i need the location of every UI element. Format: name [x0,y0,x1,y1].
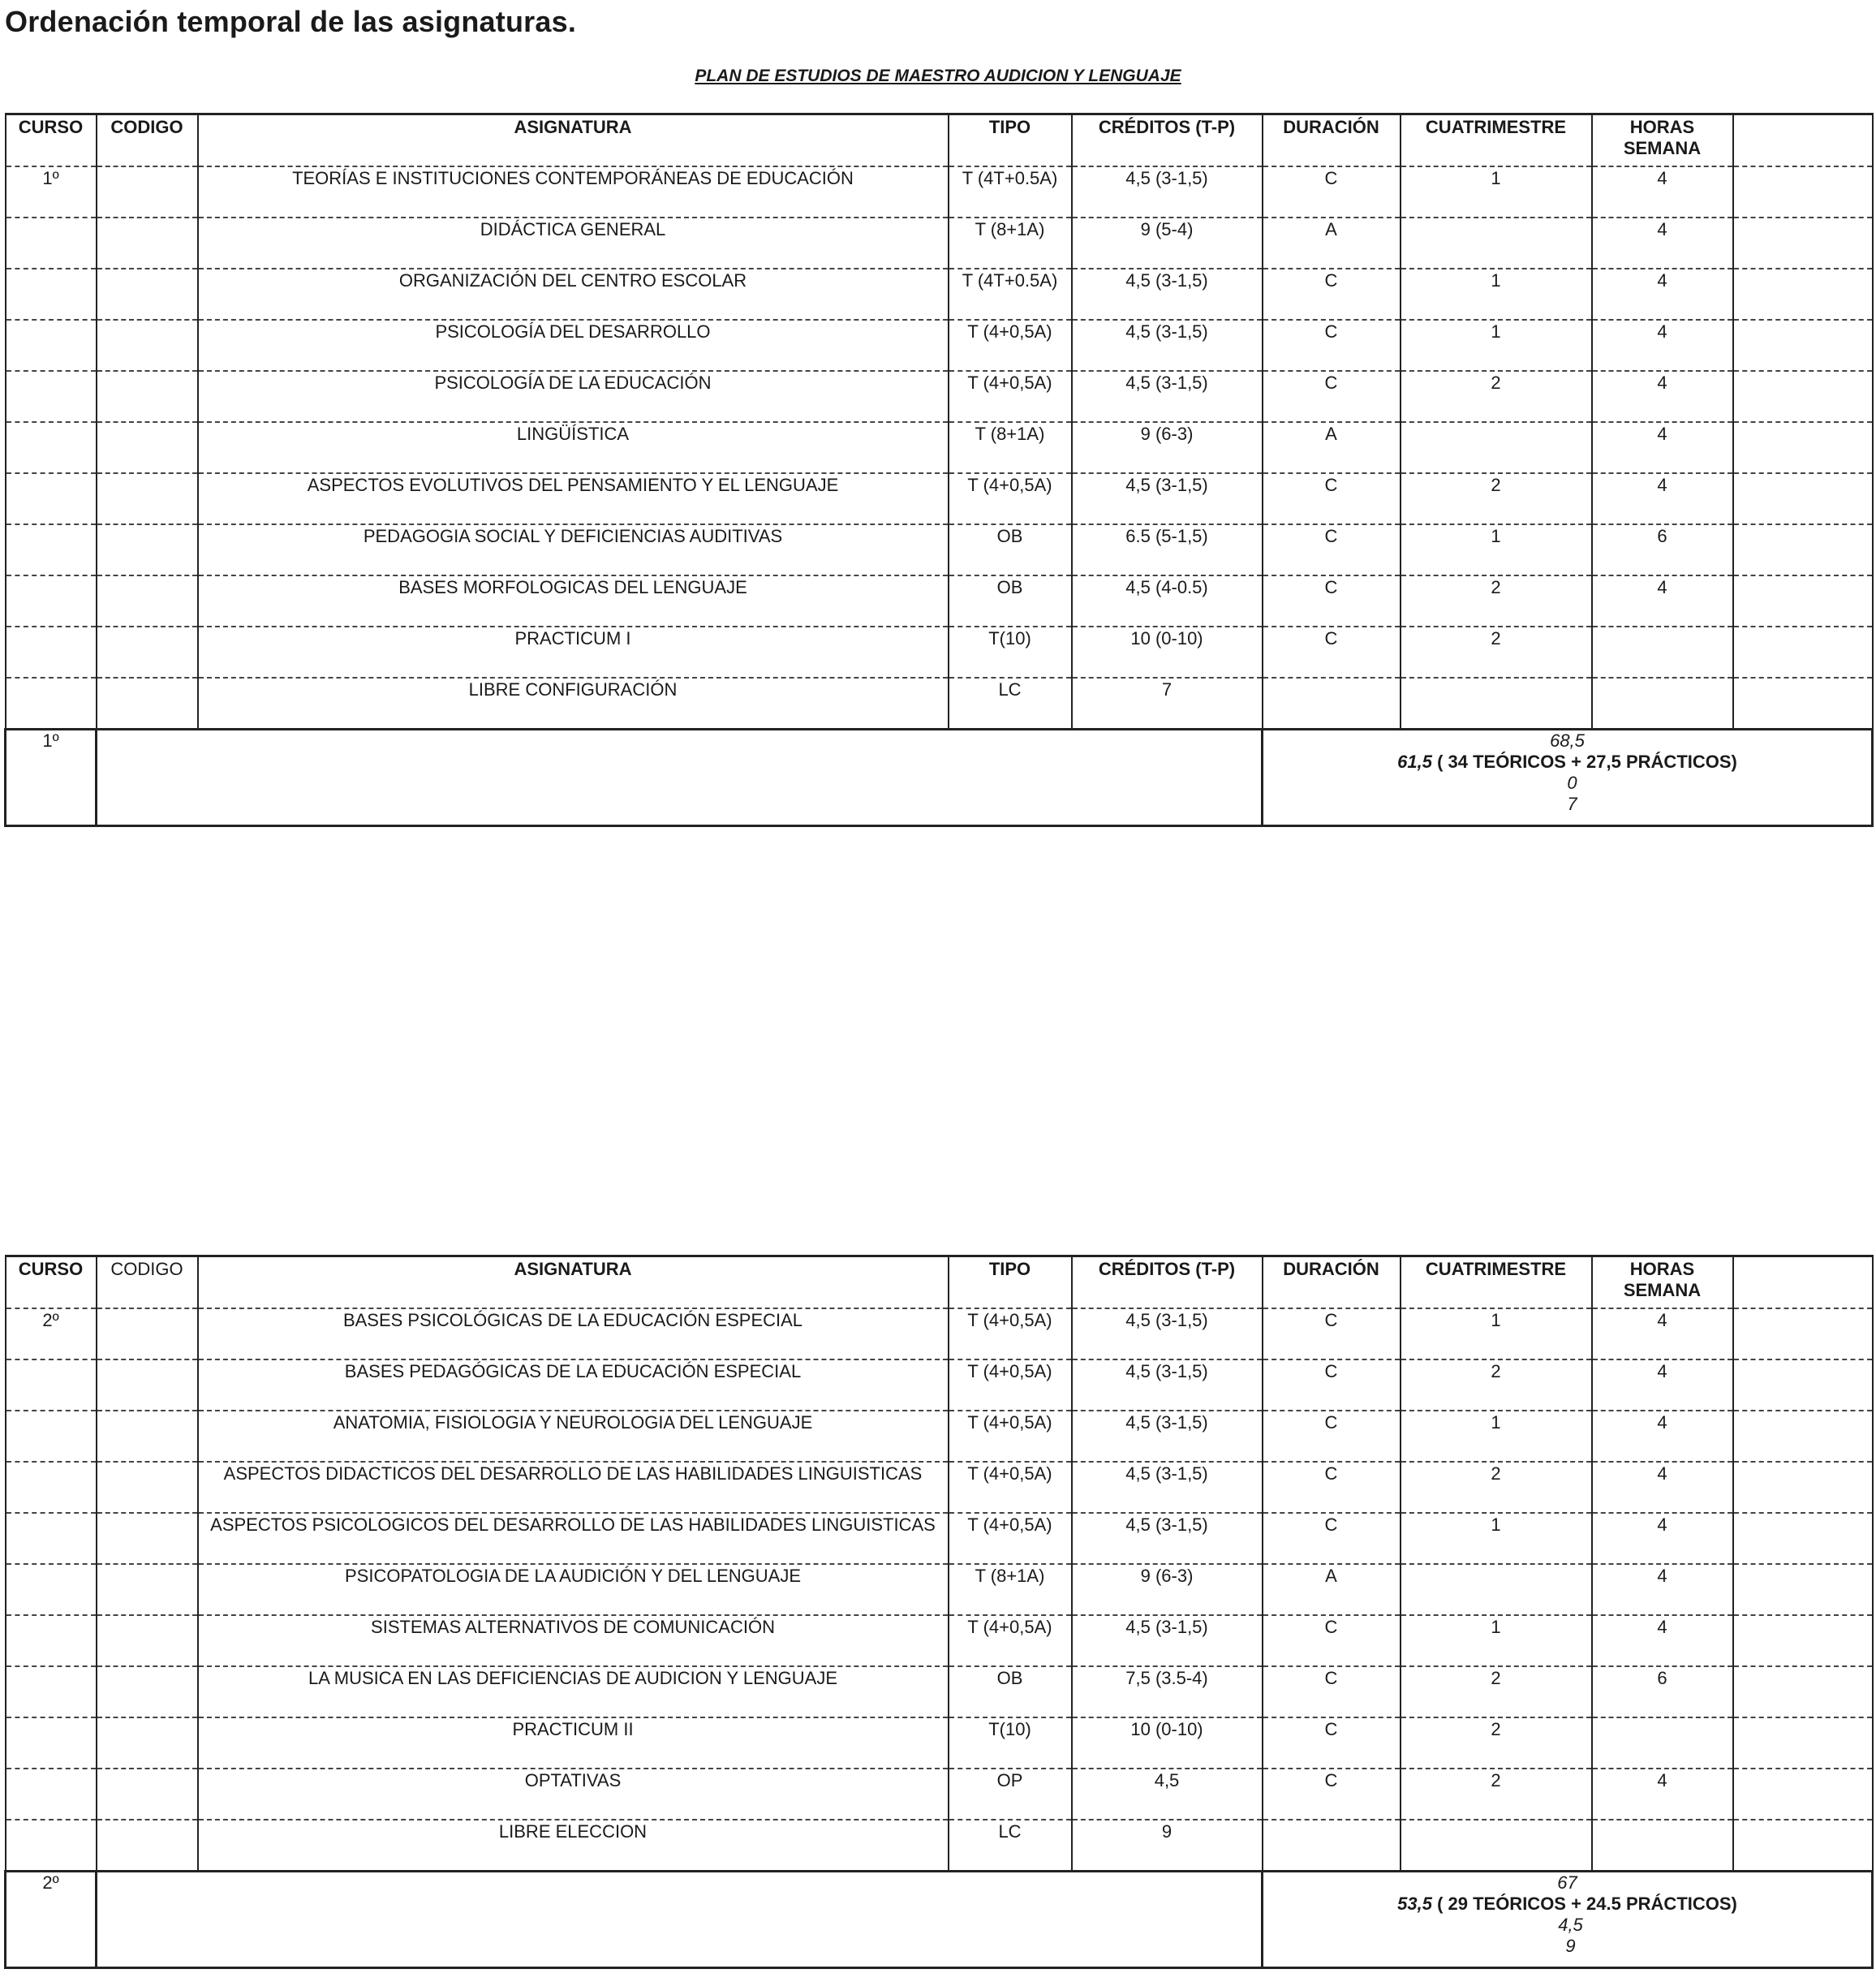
asignatura-cell: LINGÜÍSTICA [198,422,949,473]
header-row [6,1256,1873,1309]
tipo-cell: T (4T+0.5A) [949,269,1072,320]
codigo-cell [97,1769,198,1820]
codigo-cell [97,678,198,730]
creditos-cell: 4,5 [1072,1769,1263,1820]
col-curso: CURSO [6,114,97,167]
table-row [6,269,1873,320]
codigo-cell [97,1717,198,1769]
tipo-cell: T (4+0,5A) [949,473,1072,524]
col-extra [1733,114,1873,167]
col-creditos: CRÉDITOS (T-P) [1072,1256,1263,1309]
curso-cell [6,1564,97,1615]
asignatura-cell: ASPECTOS DIDACTICOS DEL DESARROLLO DE LAS HABILIDADES LINGUISTICAS [198,1462,949,1513]
table-row [6,627,1873,678]
asignatura-cell: OPTATIVAS [198,1769,949,1820]
tipo-cell: OB [949,524,1072,575]
total-line-3: 4,5 [1558,1915,1583,1935]
extra-cell [1733,371,1873,422]
extra-cell [1733,678,1873,730]
duracion-cell: C [1263,1359,1401,1411]
asignatura-cell: BASES PEDAGÓGICAS DE LA EDUCACIÓN ESPECIAL [198,1359,949,1411]
col-horas: HORAS SEMANA [1592,1256,1733,1309]
curso-cell [6,218,97,269]
total-curso: 2º [6,1872,97,1968]
curso-cell [6,1615,97,1666]
codigo-cell [97,1666,198,1717]
course-2-table [4,1255,1874,1969]
duracion-cell: C [1263,575,1401,627]
horas-cell: 4 [1592,218,1733,269]
course-2-rows [6,1308,1873,1872]
codigo-cell [97,524,198,575]
codigo-cell [97,269,198,320]
cuatrimestre-cell: 2 [1401,473,1592,524]
asignatura-cell: ORGANIZACIÓN DEL CENTRO ESCOLAR [198,269,949,320]
tipo-cell: T (4+0,5A) [949,320,1072,371]
codigo-cell [97,422,198,473]
table-row [6,218,1873,269]
duracion-cell: C [1263,524,1401,575]
creditos-cell: 4,5 (3-1,5) [1072,269,1263,320]
tipo-cell: OP [949,1769,1072,1820]
horas-cell [1592,1820,1733,1872]
curso-cell [6,269,97,320]
tipo-cell: T(10) [949,1717,1072,1769]
codigo-cell [97,627,198,678]
extra-cell [1733,218,1873,269]
codigo-cell [97,575,198,627]
horas-cell: 6 [1592,524,1733,575]
codigo-cell [97,1820,198,1872]
extra-cell [1733,1666,1873,1717]
cuatrimestre-cell: 1 [1401,320,1592,371]
codigo-cell [97,218,198,269]
cuatrimestre-cell [1401,1820,1592,1872]
tipo-cell: T(10) [949,627,1072,678]
course-2-totals [1263,1872,1873,1968]
tipo-cell: OB [949,1666,1072,1717]
duracion-cell: A [1263,218,1401,269]
horas-cell [1592,627,1733,678]
tipo-cell: T (4+0,5A) [949,371,1072,422]
curso-cell [6,371,97,422]
cuatrimestre-cell: 2 [1401,627,1592,678]
extra-cell [1733,627,1873,678]
asignatura-cell: BASES MORFOLOGICAS DEL LENGUAJE [198,575,949,627]
curso-cell [6,1769,97,1820]
cuatrimestre-cell: 1 [1401,1615,1592,1666]
asignatura-cell: LA MUSICA EN LAS DEFICIENCIAS DE AUDICION Y LENGUAJE [198,1666,949,1717]
total-curso: 1º [6,730,97,826]
col-cuatrimestre: CUATRIMESTRE [1401,114,1592,167]
creditos-cell: 9 (6-3) [1072,1564,1263,1615]
cuatrimestre-cell [1401,1564,1592,1615]
tipo-cell: LC [949,1820,1072,1872]
asignatura-cell: ASPECTOS EVOLUTIVOS DEL PENSAMIENTO Y EL LENGUAJE [198,473,949,524]
codigo-cell [97,1308,198,1359]
creditos-cell: 4,5 (3-1,5) [1072,1411,1263,1462]
total-spacer [97,1872,1263,1968]
horas-cell: 4 [1592,166,1733,218]
creditos-cell: 4,5 (3-1,5) [1072,1359,1263,1411]
extra-cell [1733,320,1873,371]
creditos-cell: 9 (5-4) [1072,218,1263,269]
col-asignatura: ASIGNATURA [198,114,949,167]
creditos-cell: 4,5 (3-1,5) [1072,1308,1263,1359]
table-row [6,1411,1873,1462]
horas-cell: 4 [1592,1513,1733,1564]
cuatrimestre-cell: 1 [1401,269,1592,320]
total-line-2-detail: ( 34 TEÓRICOS + 27,5 PRÁCTICOS) [1437,752,1737,772]
table-row [6,1513,1873,1564]
extra-cell [1733,1717,1873,1769]
total-line-2-detail: ( 29 TEÓRICOS + 24.5 PRÁCTICOS) [1437,1894,1737,1914]
tipo-cell: OB [949,575,1072,627]
total-line-2 [1263,752,1871,773]
extra-cell [1733,1820,1873,1872]
duracion-cell: C [1263,473,1401,524]
extra-cell [1733,1359,1873,1411]
asignatura-cell: PRACTICUM II [198,1717,949,1769]
extra-cell [1733,1513,1873,1564]
curso-cell [6,1717,97,1769]
curso-cell [6,320,97,371]
horas-cell: 4 [1592,1769,1733,1820]
tipo-cell: T (4+0,5A) [949,1308,1072,1359]
table-row [6,422,1873,473]
tipo-cell: T (4+0,5A) [949,1615,1072,1666]
duracion-cell: C [1263,269,1401,320]
codigo-cell [97,1513,198,1564]
duracion-cell [1263,1820,1401,1872]
asignatura-cell: PEDAGOGIA SOCIAL Y DEFICIENCIAS AUDITIVAS [198,524,949,575]
course-1-table [4,113,1874,827]
total-line-2-value: 61,5 [1397,752,1432,772]
table-row [6,1564,1873,1615]
horas-cell: 4 [1592,269,1733,320]
curso-cell [6,1411,97,1462]
horas-cell: 4 [1592,371,1733,422]
col-cuatrimestre: CUATRIMESTRE [1401,1256,1592,1309]
asignatura-cell: BASES PSICOLÓGICAS DE LA EDUCACIÓN ESPECIAL [198,1308,949,1359]
horas-cell [1592,1717,1733,1769]
cuatrimestre-cell [1401,678,1592,730]
table-row [6,1308,1873,1359]
asignatura-cell: PSICOPATOLOGIA DE LA AUDICIÓN Y DEL LENGUAJE [198,1564,949,1615]
creditos-cell: 7,5 (3.5-4) [1072,1666,1263,1717]
total-line-4: 7 [1567,794,1577,814]
horas-cell: 4 [1592,1308,1733,1359]
curso-cell [6,1820,97,1872]
horas-cell: 4 [1592,1615,1733,1666]
total-line-4: 9 [1565,1936,1576,1956]
duracion-cell: C [1263,1717,1401,1769]
col-codigo: CODIGO [97,1256,198,1309]
col-curso: CURSO [6,1256,97,1309]
creditos-cell: 9 [1072,1820,1263,1872]
curso-cell [6,1462,97,1513]
cuatrimestre-cell: 2 [1401,1359,1592,1411]
extra-cell [1733,575,1873,627]
duracion-cell: C [1263,166,1401,218]
extra-cell [1733,1564,1873,1615]
col-creditos: CRÉDITOS (T-P) [1072,114,1263,167]
duracion-cell: C [1263,1462,1401,1513]
cuatrimestre-cell: 2 [1401,1462,1592,1513]
codigo-cell [97,371,198,422]
curso-cell [6,524,97,575]
duracion-cell: C [1263,371,1401,422]
duracion-cell: C [1263,1615,1401,1666]
creditos-cell: 4,5 (4-0.5) [1072,575,1263,627]
cuatrimestre-cell [1401,422,1592,473]
asignatura-cell: TEORÍAS E INSTITUCIONES CONTEMPORÁNEAS DE EDUCACIÓN [198,166,949,218]
tipo-cell: T (8+1A) [949,218,1072,269]
duracion-cell: C [1263,1308,1401,1359]
curso-cell [6,473,97,524]
duracion-cell: A [1263,422,1401,473]
creditos-cell: 7 [1072,678,1263,730]
cuatrimestre-cell: 1 [1401,1411,1592,1462]
cuatrimestre-cell: 2 [1401,1769,1592,1820]
table-row [6,1820,1873,1872]
asignatura-cell: LIBRE ELECCION [198,1820,949,1872]
creditos-cell: 6.5 (5-1,5) [1072,524,1263,575]
total-line-2 [1263,1894,1871,1915]
creditos-cell: 10 (0-10) [1072,1717,1263,1769]
extra-cell [1733,1308,1873,1359]
curso-cell [6,422,97,473]
horas-cell: 4 [1592,473,1733,524]
codigo-cell [97,1564,198,1615]
cuatrimestre-cell: 1 [1401,166,1592,218]
asignatura-cell: PSICOLOGÍA DE LA EDUCACIÓN [198,371,949,422]
horas-cell: 4 [1592,1564,1733,1615]
extra-cell [1733,269,1873,320]
total-line-1: 68,5 [1550,730,1585,751]
curso-cell [6,575,97,627]
asignatura-cell: LIBRE CONFIGURACIÓN [198,678,949,730]
creditos-cell: 4,5 (3-1,5) [1072,1513,1263,1564]
codigo-cell [97,1615,198,1666]
cuatrimestre-cell: 2 [1401,1666,1592,1717]
extra-cell [1733,166,1873,218]
codigo-cell [97,473,198,524]
course-1-totals [1263,730,1873,826]
horas-cell: 4 [1592,422,1733,473]
cuatrimestre-cell [1401,218,1592,269]
cuatrimestre-cell: 1 [1401,1513,1592,1564]
table-row [6,1462,1873,1513]
page-heading: Ordenación temporal de las asignaturas. [5,5,577,38]
curso-cell [6,1666,97,1717]
tipo-cell: T (4+0,5A) [949,1411,1072,1462]
course-2-total-row [6,1872,1873,1968]
col-extra [1733,1256,1873,1309]
extra-cell [1733,1411,1873,1462]
curso-cell [6,1359,97,1411]
extra-cell [1733,473,1873,524]
tipo-cell: T (4+0,5A) [949,1513,1072,1564]
codigo-cell [97,320,198,371]
horas-cell: 4 [1592,1359,1733,1411]
creditos-cell: 10 (0-10) [1072,627,1263,678]
codigo-cell [97,1411,198,1462]
duracion-cell: C [1263,1769,1401,1820]
codigo-cell [97,1359,198,1411]
extra-cell [1733,1462,1873,1513]
extra-cell [1733,1615,1873,1666]
table-row [6,473,1873,524]
duracion-cell: C [1263,627,1401,678]
extra-cell [1733,1769,1873,1820]
creditos-cell: 4,5 (3-1,5) [1072,320,1263,371]
course-1-rows [6,166,1873,730]
table-row [6,1615,1873,1666]
col-tipo: TIPO [949,114,1072,167]
asignatura-cell: SISTEMAS ALTERNATIVOS DE COMUNICACIÓN [198,1615,949,1666]
table-row [6,1666,1873,1717]
table-row [6,678,1873,730]
asignatura-cell: ASPECTOS PSICOLOGICOS DEL DESARROLLO DE LAS HABILIDADES LINGUISTICAS [198,1513,949,1564]
duracion-cell [1263,678,1401,730]
total-line-2-value: 53,5 [1397,1894,1432,1914]
creditos-cell: 4,5 (3-1,5) [1072,166,1263,218]
tipo-cell: T (4+0,5A) [949,1462,1072,1513]
col-tipo: TIPO [949,1256,1072,1309]
duracion-cell: C [1263,320,1401,371]
table-row [6,1717,1873,1769]
table-row [6,1359,1873,1411]
horas-cell [1592,678,1733,730]
tipo-cell: T (8+1A) [949,422,1072,473]
course-1-total-row [6,730,1873,826]
creditos-cell: 9 (6-3) [1072,422,1263,473]
col-duracion: DURACIÓN [1263,1256,1401,1309]
cuatrimestre-cell: 2 [1401,575,1592,627]
total-line-1: 67 [1557,1872,1577,1893]
col-horas: HORAS SEMANA [1592,114,1733,167]
curso-cell: 1º [6,166,97,218]
table-row [6,1769,1873,1820]
curso-cell [6,678,97,730]
duracion-cell: C [1263,1666,1401,1717]
total-spacer [97,730,1263,826]
tipo-cell: T (4T+0.5A) [949,166,1072,218]
cuatrimestre-cell: 1 [1401,1308,1592,1359]
duracion-cell: C [1263,1411,1401,1462]
table-row [6,371,1873,422]
col-codigo: CODIGO [97,114,198,167]
horas-cell: 4 [1592,320,1733,371]
table-row [6,575,1873,627]
extra-cell [1733,524,1873,575]
asignatura-cell: PSICOLOGÍA DEL DESARROLLO [198,320,949,371]
header-row [6,114,1873,167]
horas-cell: 6 [1592,1666,1733,1717]
codigo-cell [97,1462,198,1513]
col-asignatura: ASIGNATURA [198,1256,949,1309]
asignatura-cell: ANATOMIA, FISIOLOGIA Y NEUROLOGIA DEL LENGUAJE [198,1411,949,1462]
horas-cell: 4 [1592,1462,1733,1513]
curso-cell [6,1513,97,1564]
cuatrimestre-cell: 2 [1401,371,1592,422]
curso-cell: 2º [6,1308,97,1359]
total-line-3: 0 [1567,773,1577,793]
table-row [6,166,1873,218]
plan-title: PLAN DE ESTUDIOS DE MAESTRO AUDICION Y LENGUAJE [695,67,1181,85]
horas-cell: 4 [1592,575,1733,627]
codigo-cell [97,166,198,218]
asignatura-cell: DIDÁCTICA GENERAL [198,218,949,269]
tipo-cell: LC [949,678,1072,730]
col-duracion: DURACIÓN [1263,114,1401,167]
creditos-cell: 4,5 (3-1,5) [1072,1462,1263,1513]
duracion-cell: A [1263,1564,1401,1615]
table-row [6,320,1873,371]
asignatura-cell: PRACTICUM I [198,627,949,678]
creditos-cell: 4,5 (3-1,5) [1072,1615,1263,1666]
extra-cell [1733,422,1873,473]
tipo-cell: T (4+0,5A) [949,1359,1072,1411]
horas-cell: 4 [1592,1411,1733,1462]
creditos-cell: 4,5 (3-1,5) [1072,371,1263,422]
duracion-cell: C [1263,1513,1401,1564]
table-row [6,524,1873,575]
creditos-cell: 4,5 (3-1,5) [1072,473,1263,524]
cuatrimestre-cell: 1 [1401,524,1592,575]
curso-cell [6,627,97,678]
tipo-cell: T (8+1A) [949,1564,1072,1615]
cuatrimestre-cell: 2 [1401,1717,1592,1769]
